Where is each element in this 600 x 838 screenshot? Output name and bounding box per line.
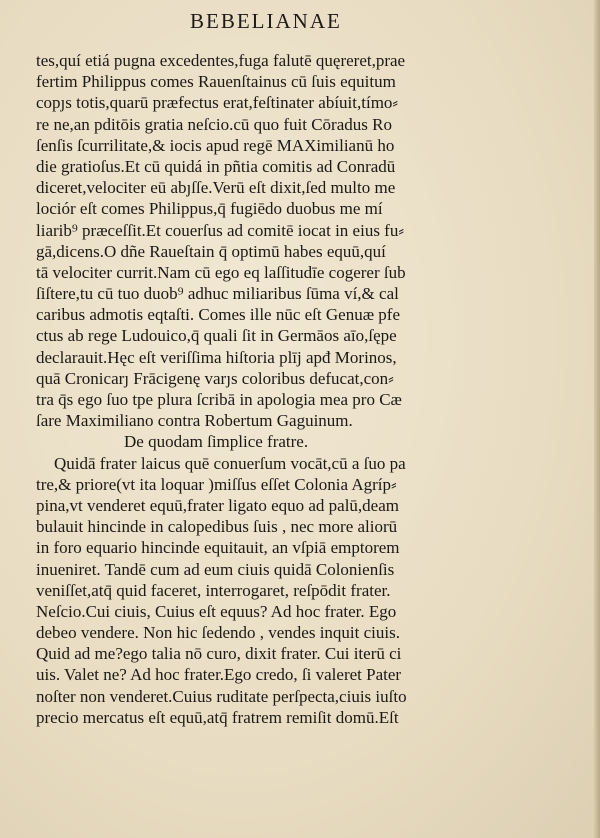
text-line: copȷs totis,quarū præfectus erat,feſtinater abíuit,tímo⸗ (36, 93, 399, 113)
text-line: veniſſet,atq̄ quid faceret, interrogaret, reſpōdit frater. (36, 580, 391, 600)
text-line: caribus admotis eqtaſti. Comes ille nūc eſt Genuæ pfe (36, 305, 400, 325)
text-line: inueniret. Tandē cum ad eum ciuis quidā Colonienſis (36, 559, 395, 579)
text-line: declarauit.Hęc eſt veriſſima hiſtoria plīj apđ Morinos, (36, 347, 397, 367)
text-line: re ne,an pditōis gratia neſcio.cū quo fuit Cōradus Ro (36, 114, 392, 134)
text-line: tes,quí etiá pugna excedentes,fuga falutē quęreret,prae (36, 51, 406, 70)
text-line: tre,& priore(vt ita loquar )miſſus eſſet Colonia Agríp⸗ (36, 474, 397, 494)
text-line: noſter non venderet.Cuius ruditate perſpecta,ciuis iuſto (36, 686, 407, 706)
text-line: tra q̄s ego ſuo tpe plura ſcribā in apologia mea pro Cæ (36, 390, 402, 409)
text-line: ctus ab rege Ludouico,q̄ quali ſit in Germāos aīo,ſępe (36, 326, 397, 346)
text-line: diceret,velociter eū abȷſſe.Verū eſt dixit,ſed multo me (36, 178, 396, 198)
text-line: Quid ad me?ego talia nō curo, dixit frater. Cui iterū ci (36, 644, 402, 664)
text-line: debeo vendere. Non hic ſedendo , vendes inquit ciuis. (36, 623, 400, 643)
running-header: BEBELIANAE (190, 9, 342, 33)
text-line: precio mercatus eſt equū,atq̄ fratrem remiſit domū.Eſt (36, 707, 399, 727)
text-line: Neſcio.Cui ciuis, Cuius eſt equus? Ad hoc frater. Ego (36, 601, 397, 621)
text-line: bulauit hincinde in calopedibus ſuis , nec more aliorū (36, 517, 398, 537)
text-line: pina,vt venderet equū,frater ligato equo ad palū,deam (36, 495, 399, 515)
text-line: uis. Valet ne? Ad hoc frater.Ego credo, ſi valeret Pater (36, 665, 402, 685)
text-line: lociór eſt comes Philippus,q̄ fugiēdo duobus me mí (36, 199, 383, 219)
text-line: quā Cronicarȷ Frācigenę varȷs coloribus defucat,con⸗ (36, 368, 394, 388)
section-heading: De quodam ſimplice fratre. (124, 432, 309, 452)
text-block (36, 50, 476, 728)
text-line: in foro equario hincinde equitauit, an vſpiā emptorem (36, 538, 400, 558)
text-line: fertim Philippus comes Rauenſtainus cū ſuis equitum (36, 72, 396, 92)
text-line: ſiſtere,tu cū tuo duob⁹ adhuc miliaribus ſūma ví,& cal (36, 284, 399, 304)
text-line: ſenſis ſcurrilitate,& iocis apud regē MAXimilianū ho (36, 135, 395, 155)
text-line: die gratioſus.Et cū quidá in pñtia comitis ad Conradū (36, 156, 396, 176)
text-line: tā velociter currit.Nam cū ego eq laſſitudīe cogerer ſub (36, 262, 406, 282)
page-edge (594, 0, 600, 838)
text-line: Quidā frater laicus quē conuerſum vocāt,cū a ſuo pa (54, 453, 406, 473)
text-line: ſare Maximiliano contra Robertum Gaguinum. (36, 411, 353, 431)
text-line: gā,dicens.O dñe Raueſtain q̄ optimū habes equū,quí (36, 241, 386, 261)
text-line: liarib⁹ præceſſit.Et couerſus ad comitē iocat in eius fu⸗ (36, 220, 405, 240)
